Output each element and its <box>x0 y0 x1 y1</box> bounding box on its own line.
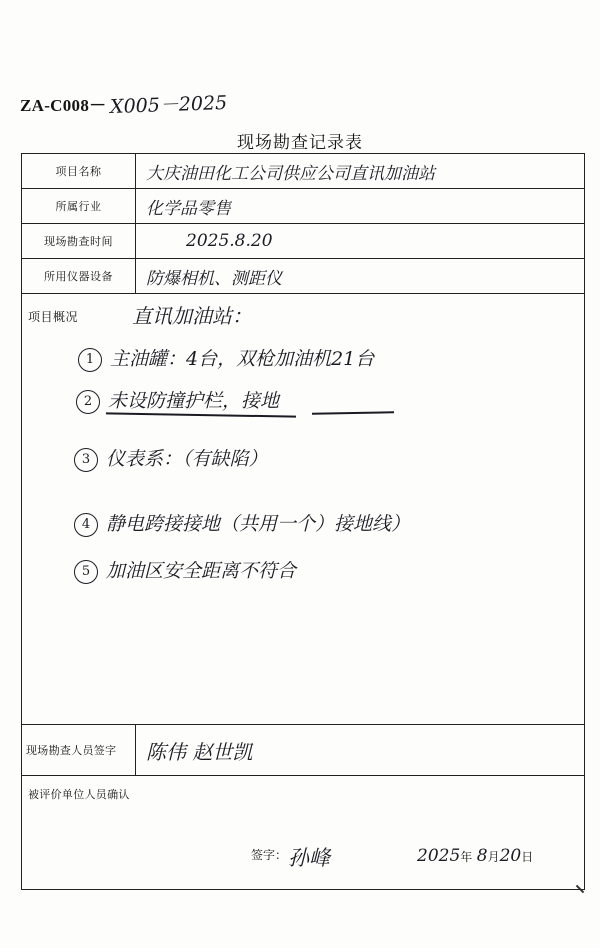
document-number <box>20 90 228 117</box>
item-text: 主油罐：4台，双枪加油机21台 <box>110 348 375 370</box>
date-day: 20 <box>499 846 522 866</box>
overview-item <box>78 344 374 372</box>
date-month: 8 <box>476 846 488 866</box>
table-row <box>22 294 585 725</box>
record-table <box>21 153 585 890</box>
sign-label: 签字： <box>251 848 288 862</box>
overview-heading: 直讯加油站： <box>132 304 252 328</box>
confirmation-label: 被评价单位人员确认 <box>28 788 130 801</box>
project-name-label: 项目名称 <box>22 154 136 189</box>
item-number: 1 <box>78 348 102 372</box>
equipment-value: 防爆相机、测距仪 <box>146 268 282 289</box>
confirmation-section <box>22 776 584 889</box>
overview-item <box>76 386 279 414</box>
overview-label: 项目概况 <box>28 310 79 324</box>
table-row <box>22 154 585 189</box>
overview-item <box>74 556 296 584</box>
form-title: 现场勘查记录表 <box>237 133 363 153</box>
document-number-handwritten: X005－2025 <box>110 91 229 119</box>
item-text: 未设防撞护栏，接地 <box>108 390 280 412</box>
item-text: 加油区安全距离不符合 <box>106 560 297 582</box>
item-number: 5 <box>74 560 98 584</box>
handwritten-underline <box>312 411 394 414</box>
overview-item <box>74 509 410 537</box>
item-number: 3 <box>74 448 98 472</box>
overview-item <box>74 444 268 472</box>
document-number-printed: ZA-C008－ <box>20 96 107 115</box>
survey-time-label: 现场勘查时间 <box>22 224 136 259</box>
item-number: 4 <box>74 513 98 537</box>
surveyor-signature: 陈伟 赵世凯 <box>146 739 253 764</box>
project-name-value: 大庆油田化工公司供应公司直讯加油站 <box>146 163 435 184</box>
table-row <box>22 224 585 259</box>
equipment-label: 所用仪器设备 <box>22 259 136 294</box>
project-overview <box>22 294 584 724</box>
day-unit: 日 <box>521 850 534 864</box>
date-year: 2025 <box>417 846 461 866</box>
table-row <box>22 259 585 294</box>
table-row <box>22 725 585 776</box>
item-number: 2 <box>76 390 100 414</box>
confirmation-date <box>417 846 533 866</box>
surveyor-signature-label: 现场勘查人员签字 <box>22 725 136 776</box>
table-row <box>22 776 585 890</box>
item-text: 静电跨接接地（共用一个）接地线） <box>106 513 411 535</box>
industry-label: 所属行业 <box>22 189 136 224</box>
table-row <box>22 189 585 224</box>
month-unit: 月 <box>487 850 500 864</box>
industry-value: 化学品零售 <box>146 198 231 219</box>
item-text: 仪表系：（有缺陷） <box>106 448 268 470</box>
survey-time-value: 2025.8.20 <box>186 231 273 251</box>
confirmation-signature: 孙峰 <box>288 846 330 870</box>
year-unit: 年 <box>460 850 473 864</box>
